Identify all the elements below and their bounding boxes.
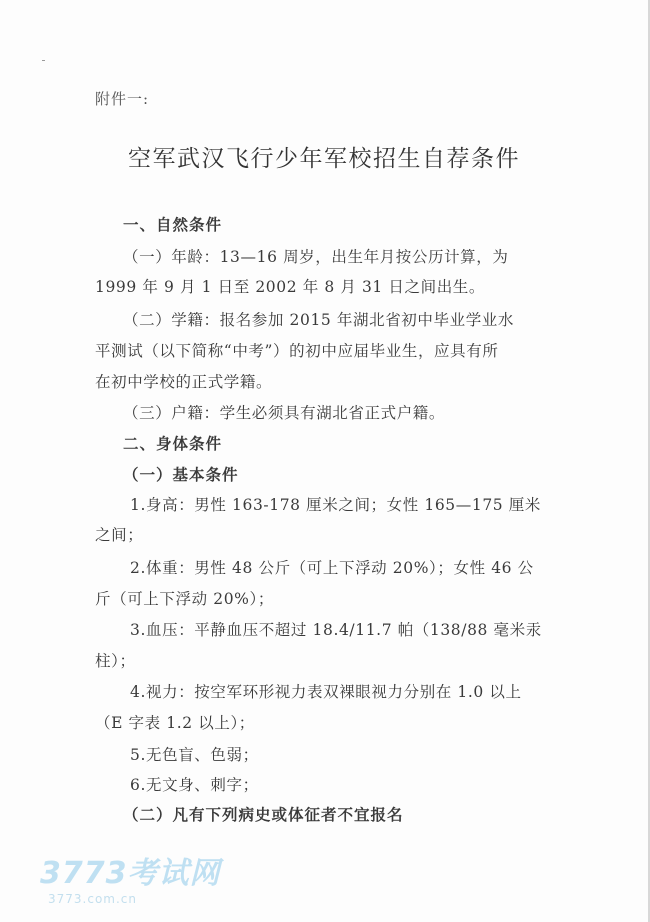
watermark-url: 3773.com.cn [48,892,137,906]
paragraph-line: （E 字表 1.2 以上）； [95,714,255,732]
attachment-label: 附件一: [95,90,150,108]
paragraph-line: （一）年龄：13—16 周岁，出生年月按公历计算，为 [123,248,509,266]
paragraph-line: 3.血压：平静血压不超过 18.4/11.7 帕（138/88 毫米汞 [130,621,542,639]
paragraph-line: 在初中学校的正式学籍。 [95,373,273,391]
paragraph-line: 柱）； [95,652,136,670]
subsection-heading-basic: （一）基本条件 [123,466,239,484]
paragraph-line: （三）户籍：学生必须具有湖北省正式户籍。 [123,404,446,422]
paragraph-line: （二）学籍：报名参加 2015 年湖北省初中毕业学业水 [123,311,515,329]
paragraph-line: 平测试（以下简称“中考”）的初中应届毕业生，应具有所 [95,342,499,360]
paragraph-line: 斤（可上下浮动 20%）； [95,590,274,608]
paragraph-line: 1999 年 9 月 1 日至 2002 年 8 月 31 日之间出生。 [95,278,485,296]
paragraph-line: 1.身高：男性 163-178 厘米之间；女性 165—175 厘米 [130,496,541,514]
paragraph-line: 之间； [95,526,144,544]
paragraph-line: 5.无色盲、色弱； [130,746,259,764]
paragraph-line: 2.体重：男性 48 公斤（可上下浮动 20%）；女性 46 公 [130,559,534,577]
watermark-logo: 3773考试网 [40,856,221,891]
section-heading-natural: 一、自然条件 [123,216,223,234]
paragraph-line: 6.无文身、刺字； [130,776,259,794]
subsection-heading-exclusions: （二）凡有下列病史或体征者不宜报名 [123,806,404,824]
document-title: 空军武汉飞行少年军校招生自荐条件 [128,146,520,172]
scan-speck [42,60,45,61]
section-heading-physical: 二、身体条件 [123,435,223,453]
paragraph-line: 4.视力：按空军环形视力表双裸眼视力分别在 1.0 以上 [130,683,522,701]
